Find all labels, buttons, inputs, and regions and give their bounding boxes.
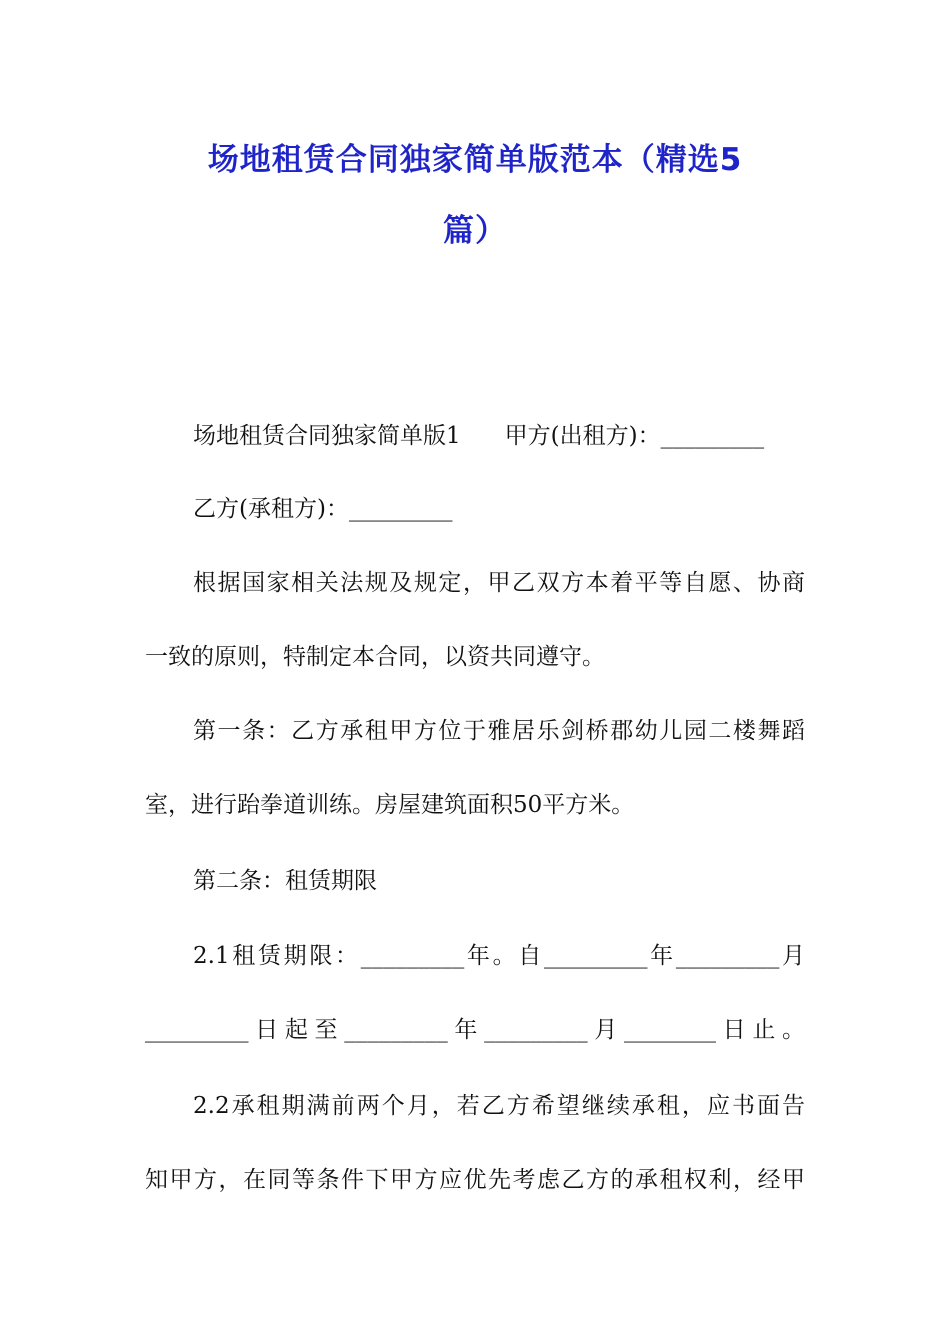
article-one-line: 室，进行跆拳道训练。房屋建筑面积50平方米。 [145,792,635,818]
document-title-line-2: 篇） [443,213,507,249]
clause-2-1-line: 2.1租赁期限：_________年。自_________年_________月 [193,943,805,969]
paragraph-heading-party-a [193,421,805,451]
party-b-field: 乙方(承租方)：_________ [193,496,453,522]
document-title-line-1: 场地租赁合同独家简单版范本（精选5 [207,142,743,178]
clause-2-1-line: _________日起至_________年_________月________日止。 [145,1017,805,1043]
article-one-line: 第一条：乙方承租甲方位于雅居乐剑桥郡幼儿园二楼舞蹈 [193,718,805,744]
clause-2-2-line: 知甲方，在同等条件下甲方应优先考虑乙方的承租权利，经甲 [145,1167,805,1193]
article-two-heading: 第二条：租赁期限 [193,868,377,894]
section-heading: 场地租赁合同独家简单版1 [193,423,461,449]
paragraph-line: 一致的原则，特制定本合同，以资共同遵守。 [145,644,605,670]
party-a-field: 甲方(出租方)：_________ [504,423,765,449]
clause-2-2-line: 2.2承租期满前两个月，若乙方希望继续承租，应书面告 [193,1093,805,1119]
paragraph-line: 根据国家相关法规及规定，甲乙双方本着平等自愿、协商 [193,570,805,596]
